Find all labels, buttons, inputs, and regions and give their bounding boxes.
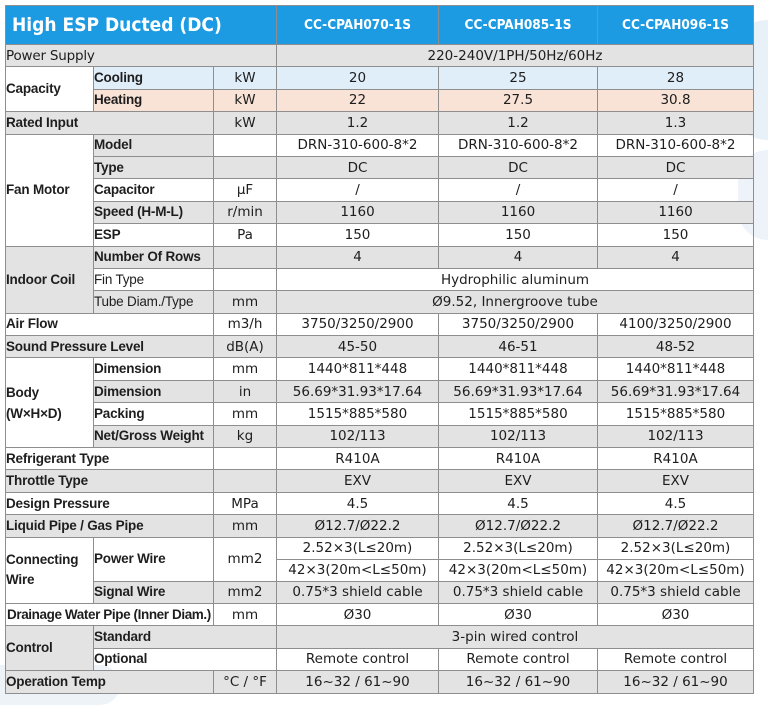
cell-value: 16~32 / 61~90 <box>439 671 598 693</box>
cell-value: 1160 <box>439 201 598 223</box>
row-label: ESP <box>94 224 214 246</box>
cell-value: DC <box>439 156 598 178</box>
unit: Pa <box>214 224 277 246</box>
cell-value: 220-240V/1PH/50Hz/60Hz <box>277 45 754 67</box>
table-row <box>6 403 754 425</box>
cell-value: 16~32 / 61~90 <box>277 671 439 693</box>
cell-value: R410A <box>598 448 754 470</box>
cell-value: 1515*885*580 <box>439 403 598 425</box>
cell-value: DC <box>598 156 754 178</box>
unit <box>214 246 277 268</box>
cell-value: Ø30 <box>598 603 754 625</box>
cell-value: 1440*811*448 <box>439 358 598 380</box>
cell-value: 0.75*3 shield cable <box>598 581 754 603</box>
cell-value: 56.69*31.93*17.64 <box>277 380 439 402</box>
row-label: Liquid Pipe / Gas Pipe <box>6 515 214 537</box>
unit: °C / °F <box>214 671 277 693</box>
cell-value: 48-52 <box>598 336 754 358</box>
row-label: Tube Diam./Type <box>94 291 214 313</box>
unit: mm <box>214 515 277 537</box>
cell-line: 42×3(20m<L≤50m) <box>598 559 753 581</box>
cell-value: DRN-310-600-8*2 <box>439 134 598 156</box>
unit: mm <box>214 603 277 625</box>
unit: m3/h <box>214 313 277 335</box>
row-label: Type <box>94 156 214 178</box>
cell-value: 3750/3250/2900 <box>439 313 598 335</box>
cell-value: EXV <box>277 470 439 492</box>
group-label-line: (W×H×D) <box>6 405 62 421</box>
table-row <box>6 470 754 492</box>
row-label: Design Pressure <box>6 492 214 514</box>
row-label: Air Flow <box>6 313 214 335</box>
unit: kW <box>214 67 277 89</box>
cell-value: DC <box>277 156 439 178</box>
cell-value: DRN-310-600-8*2 <box>277 134 439 156</box>
group-label: Indoor Coil <box>6 246 94 313</box>
table-row <box>6 89 754 111</box>
cell-value: 0.75*3 shield cable <box>439 581 598 603</box>
unit: kW <box>214 112 277 134</box>
cell-value: Ø12.7/Ø22.2 <box>598 515 754 537</box>
table-row <box>6 45 754 67</box>
unit: MPa <box>214 492 277 514</box>
row-label: Packing <box>94 403 214 425</box>
table-row <box>6 358 754 380</box>
cell-value: 3-pin wired control <box>277 626 754 648</box>
cell-line: 2.52×3(L≤20m) <box>620 539 731 556</box>
cell-value: 4 <box>277 246 439 268</box>
cell-value: 1.2 <box>439 112 598 134</box>
table-row <box>6 515 754 537</box>
cell-line: 42×3(20m<L≤50m) <box>439 559 597 581</box>
cell-value: 45-50 <box>277 336 439 358</box>
cell-value: 102/113 <box>277 425 439 447</box>
cell-value: 56.69*31.93*17.64 <box>598 380 754 402</box>
cell-value: 1440*811*448 <box>598 358 754 380</box>
cell-value: 1440*811*448 <box>277 358 439 380</box>
cell-value: 22 <box>277 89 439 111</box>
cell-value <box>439 537 598 581</box>
row-label: Refrigerant Type <box>6 448 214 470</box>
group-label <box>6 358 94 448</box>
cell-value: 25 <box>439 67 598 89</box>
cell-value: R410A <box>277 448 439 470</box>
row-label: Fin Type <box>94 268 214 290</box>
group-label: Control <box>6 626 94 671</box>
group-label-line: Body <box>6 384 39 400</box>
unit: µF <box>214 179 277 201</box>
cell-value: DRN-310-600-8*2 <box>598 134 754 156</box>
row-label: Optional <box>94 648 277 670</box>
row-label: Cooling <box>94 67 214 89</box>
header-row <box>6 6 754 45</box>
table-row <box>6 291 754 313</box>
cell-value: Ø12.7/Ø22.2 <box>277 515 439 537</box>
table-row <box>6 671 754 693</box>
cell-value: Remote control <box>439 648 598 670</box>
cell-value: 1160 <box>277 201 439 223</box>
spec-table <box>5 5 754 694</box>
table-row <box>6 67 754 89</box>
cell-line: 42×3(20m<L≤50m) <box>277 559 438 581</box>
row-label: Dimension <box>94 380 214 402</box>
cell-value: 1515*885*580 <box>277 403 439 425</box>
row-label: Model <box>94 134 214 156</box>
unit <box>214 448 277 470</box>
table-title: High ESP Ducted (DC) <box>6 6 277 45</box>
unit <box>214 134 277 156</box>
row-label: Drainage Water Pipe (Inner Diam.) <box>6 603 214 625</box>
cell-value: 56.69*31.93*17.64 <box>439 380 598 402</box>
cell-value: 150 <box>277 224 439 246</box>
cell-value: 46-51 <box>439 336 598 358</box>
table-row <box>6 134 754 156</box>
row-label: Power Supply <box>6 45 277 67</box>
row-label: Standard <box>94 626 277 648</box>
cell-value: Ø30 <box>277 603 439 625</box>
unit: mm <box>214 291 277 313</box>
table-row <box>6 336 754 358</box>
unit <box>214 268 277 290</box>
table-row <box>6 380 754 402</box>
unit: kW <box>214 89 277 111</box>
unit: r/min <box>214 201 277 223</box>
unit: mm2 <box>214 537 277 581</box>
cell-value: 4.5 <box>598 492 754 514</box>
cell-value: 4100/3250/2900 <box>598 313 754 335</box>
row-label: Speed (H-M-L) <box>94 201 214 223</box>
cell-value: 1160 <box>598 201 754 223</box>
unit: mm <box>214 358 277 380</box>
cell-value: 3750/3250/2900 <box>277 313 439 335</box>
table-row <box>6 425 754 447</box>
row-label: Power Wire <box>94 537 214 581</box>
row-label: Net/Gross Weight <box>94 425 214 447</box>
cell-value: / <box>277 179 439 201</box>
cell-value: R410A <box>439 448 598 470</box>
cell-value: 4 <box>598 246 754 268</box>
model-header: CC-CPAH085-1S <box>439 6 598 45</box>
cell-value: 102/113 <box>439 425 598 447</box>
cell-value: 20 <box>277 67 439 89</box>
row-label: Capacitor <box>94 179 214 201</box>
table-row <box>6 581 754 603</box>
table-row <box>6 537 754 581</box>
cell-value: EXV <box>598 470 754 492</box>
table-row <box>6 448 754 470</box>
row-label: Throttle Type <box>6 470 214 492</box>
cell-value: Remote control <box>598 648 754 670</box>
group-label-line: Connecting <box>6 552 79 568</box>
cell-value: 1.3 <box>598 112 754 134</box>
cell-value: 4.5 <box>439 492 598 514</box>
unit: dB(A) <box>214 336 277 358</box>
cell-value: 1.2 <box>277 112 439 134</box>
cell-value: Remote control <box>277 648 439 670</box>
table-row <box>6 201 754 223</box>
row-label: Heating <box>94 89 214 111</box>
cell-value: Hydrophilic aluminum <box>277 268 754 290</box>
table-row <box>6 626 754 648</box>
cell-value: 4 <box>439 246 598 268</box>
cell-value: / <box>598 179 754 201</box>
table-row <box>6 492 754 514</box>
table-row <box>6 268 754 290</box>
row-label: Signal Wire <box>94 581 214 603</box>
row-label: Dimension <box>94 358 214 380</box>
unit: mm <box>214 403 277 425</box>
table-row <box>6 246 754 268</box>
table-row <box>6 313 754 335</box>
cell-value: 30.8 <box>598 89 754 111</box>
unit: in <box>214 380 277 402</box>
table-row <box>6 156 754 178</box>
cell-value <box>598 537 754 581</box>
cell-value: 102/113 <box>598 425 754 447</box>
row-label: Operation Temp <box>6 671 214 693</box>
cell-value: 27.5 <box>439 89 598 111</box>
group-label: Fan Motor <box>6 134 94 246</box>
row-label: Rated Input <box>6 112 214 134</box>
cell-value: 28 <box>598 67 754 89</box>
cell-value: 150 <box>598 224 754 246</box>
group-label: Capacity <box>6 67 94 112</box>
table-row <box>6 603 754 625</box>
row-label: Number Of Rows <box>94 246 214 268</box>
cell-value: 16~32 / 61~90 <box>598 671 754 693</box>
unit <box>214 156 277 178</box>
cell-value <box>277 537 439 581</box>
unit: mm2 <box>214 581 277 603</box>
model-header: CC-CPAH096-1S <box>598 6 754 45</box>
table-row <box>6 224 754 246</box>
cell-value: 4.5 <box>277 492 439 514</box>
unit <box>214 470 277 492</box>
cell-line: 2.52×3(L≤20m) <box>302 539 413 556</box>
cell-value: Ø9.52, Innergroove tube <box>277 291 754 313</box>
cell-line: 2.52×3(L≤20m) <box>463 539 573 556</box>
model-header: CC-CPAH070-1S <box>277 6 439 45</box>
cell-value: Ø12.7/Ø22.2 <box>439 515 598 537</box>
cell-value: EXV <box>439 470 598 492</box>
cell-value: Ø30 <box>439 603 598 625</box>
cell-value: 0.75*3 shield cable <box>277 581 439 603</box>
row-label: Sound Pressure Level <box>6 336 214 358</box>
unit: kg <box>214 425 277 447</box>
cell-value: 1515*885*580 <box>598 403 754 425</box>
table-row <box>6 179 754 201</box>
group-label <box>6 537 94 603</box>
cell-value: 150 <box>439 224 598 246</box>
group-label-line: Wire <box>6 572 35 588</box>
cell-value: / <box>439 179 598 201</box>
table-row <box>6 648 754 670</box>
table-row <box>6 112 754 134</box>
